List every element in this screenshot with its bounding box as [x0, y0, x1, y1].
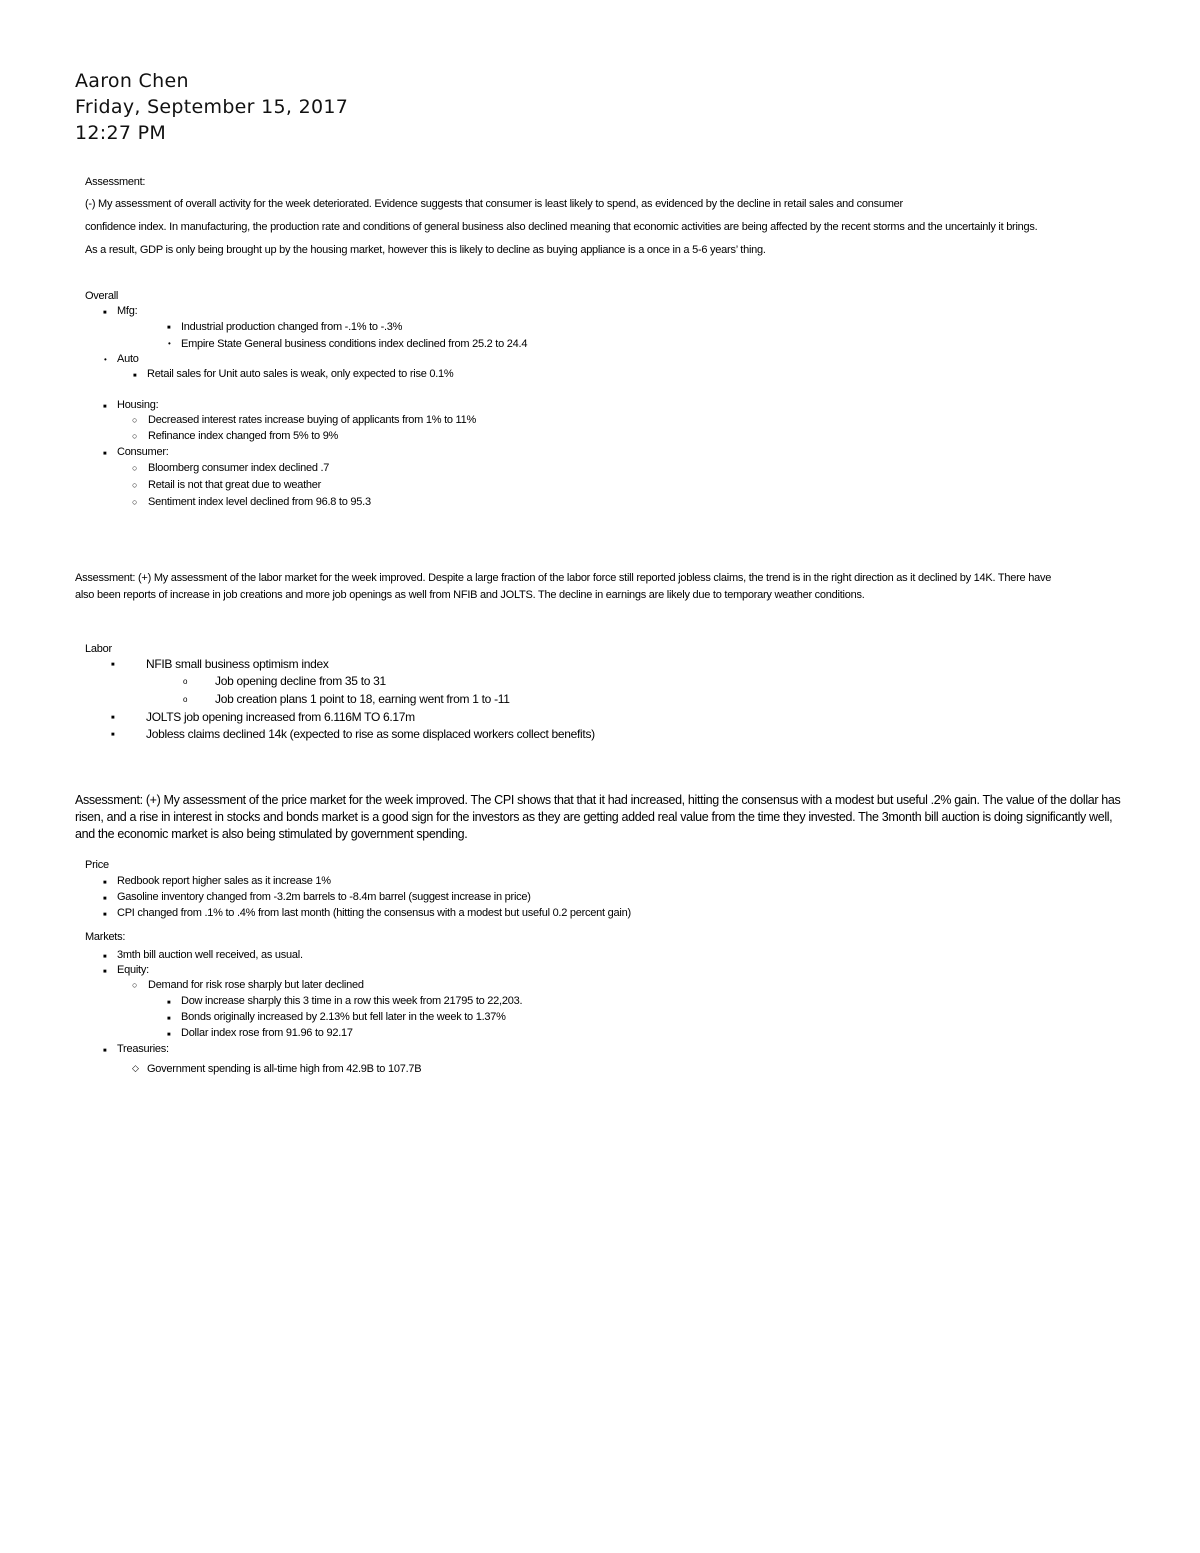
list-item: Job opening decline from 35 to 31 [215, 674, 386, 688]
price-assessment-line: Assessment: (+) My assessment of the price market for the week improved. The CPI shows that that it had increased, hitting the consensus with a modest but useful .2% gain. The value of the dollar has [75, 793, 1121, 807]
square-bullet-icon: ■ [111, 715, 115, 721]
square-bullet-icon: ■ [103, 451, 107, 457]
circle-bullet-icon: ○ [132, 463, 138, 473]
equity-label: Equity: [117, 964, 149, 976]
list-item: Jobless claims declined 14k (expected to rise as some displaced workers collect benefits) [146, 727, 595, 741]
square-bullet-icon: ■ [103, 880, 107, 886]
list-item: Refinance index changed from 5% to 9% [148, 430, 339, 442]
list-item: Retail sales for Unit auto sales is weak, only expected to rise 0.1% [147, 368, 454, 380]
price-assessment-line: and the economic market is also being stimulated by government spending. [75, 827, 468, 841]
assessment-label: Assessment: [85, 176, 146, 188]
list-item: Government spending is all-time high from 42.9B to 107.7B [147, 1063, 422, 1075]
list-item: Decreased interest rates increase buying of applicants from 1% to 11% [148, 414, 477, 426]
list-item: 3mth bill auction well received, as usual. [117, 949, 303, 961]
assessment-line: (-) My assessment of overall activity for the week deteriorated. Evidence suggests that consumer is least likely to spend, as evidenced by the decline in retail sales and consumer [85, 198, 903, 210]
diamond-bullet-icon: ◇ [132, 1063, 139, 1073]
list-item: Retail is not that great due to weather [148, 479, 322, 491]
dot-bullet-icon: • [104, 355, 107, 364]
square-bullet-icon: ■ [111, 732, 115, 738]
list-item: Bloomberg consumer index declined .7 [148, 462, 330, 474]
note-time: 12:27 PM [75, 122, 167, 144]
circle-bullet-icon: ○ [132, 431, 138, 441]
markets-heading: Markets: [85, 931, 126, 943]
treasuries-label: Treasuries: [117, 1043, 169, 1055]
list-item: Sentiment index level declined from 96.8 to 95.3 [148, 496, 371, 508]
square-bullet-icon: ■ [133, 373, 137, 379]
list-item: Dow increase sharply this 3 time in a row this week from 21795 to 22,203. [181, 995, 523, 1007]
list-item: Demand for risk rose sharply but later declined [148, 979, 364, 991]
list-item: JOLTS job opening increased from 6.116M TO 6.17m [146, 710, 415, 724]
labor-assessment-line: Assessment: (+) My assessment of the labor market for the week improved. Despite a large fraction of the labor force still reported jobless claims, the trend is in the right direction as it declined by 14K. There have [75, 572, 1052, 584]
list-item: CPI changed from .1% to .4% from last month (hitting the consensus with a modest but useful 0.2 percent gain) [117, 907, 631, 919]
list-item: Job creation plans 1 point to 18, earning went from 1 to -11 [215, 692, 510, 706]
note-date: Friday, September 15, 2017 [75, 96, 349, 118]
assessment-line: confidence index. In manufacturing, the production rate and conditions of general business also declined meaning that economic activities are being affected by the recent storms and the uncertainly it brings. [85, 221, 1038, 233]
list-item: Industrial production changed from -.1% to -.3% [181, 321, 403, 333]
price-assessment-line: risen, and a rise in interest in stocks and bonds market is a good sign for the investors as they are getting added real value from the time they invested. The 3month bill auction is doing significantly well, [75, 810, 1113, 824]
housing-label: Housing: [117, 399, 159, 411]
circle-bullet-icon: ○ [132, 415, 138, 425]
circle-bullet-icon: ○ [132, 497, 138, 507]
circle-bullet-icon: ○ [132, 980, 138, 990]
list-item: Dollar index rose from 91.96 to 92.17 [181, 1027, 353, 1039]
square-bullet-icon: ■ [167, 1016, 171, 1022]
square-bullet-icon: ■ [103, 404, 107, 410]
consumer-label: Consumer: [117, 446, 169, 458]
square-bullet-icon: ■ [167, 1000, 171, 1006]
labor-heading: Labor [85, 643, 112, 655]
list-item: Bonds originally increased by 2.13% but fell later in the week to 1.37% [181, 1011, 506, 1023]
square-bullet-icon: ■ [103, 896, 107, 902]
square-bullet-icon: ■ [103, 310, 107, 316]
overall-heading: Overall [85, 290, 119, 302]
square-bullet-icon: ■ [103, 912, 107, 918]
circle-bullet-icon: o [183, 677, 188, 686]
list-item: Redbook report higher sales as it increase 1% [117, 875, 331, 887]
list-item: Gasoline inventory changed from -3.2m barrels to -8.4m barrel (suggest increase in price) [117, 891, 531, 903]
square-bullet-icon: ■ [103, 954, 107, 960]
nfib-label: NFIB small business optimism index [146, 657, 329, 671]
square-bullet-icon: ■ [103, 969, 107, 975]
dot-bullet-icon: • [168, 339, 171, 348]
square-bullet-icon: ■ [111, 662, 115, 668]
square-bullet-icon: ■ [103, 1048, 107, 1054]
circle-bullet-icon: o [183, 695, 188, 704]
author-name: Aaron Chen [75, 70, 189, 92]
list-item: Empire State General business conditions index declined from 25.2 to 24.4 [181, 338, 528, 350]
square-bullet-icon: ■ [167, 1032, 171, 1038]
auto-label: Auto [117, 353, 139, 365]
assessment-line: As a result, GDP is only being brought up by the housing market, however this is likely to decline as buying appliance is a once in a 5-6 years’ thing. [85, 244, 766, 256]
square-bullet-icon: ■ [167, 325, 171, 331]
labor-assessment-line: also been reports of increase in job creations and more job openings as well from NFIB and JOLTS. The decline in earnings are likely due to temporary weather conditions. [75, 589, 865, 601]
circle-bullet-icon: ○ [132, 480, 138, 490]
mfg-label: Mfg: [117, 305, 138, 317]
price-heading: Price [85, 859, 109, 871]
